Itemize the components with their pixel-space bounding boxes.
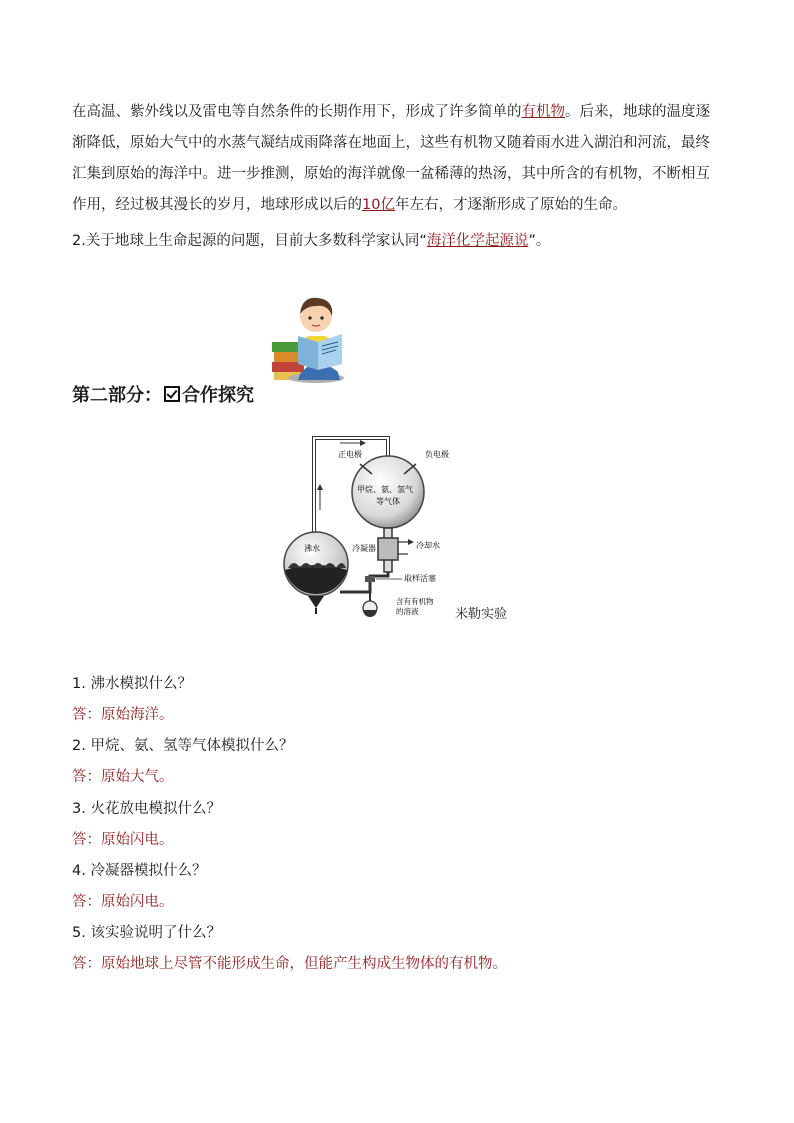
question-2: 2. 甲烷、氨、氢等气体模拟什么？ xyxy=(72,738,294,754)
question-5: 5. 该实验说明了什么？ xyxy=(72,925,221,941)
intro-text-3: 年左右，才逐渐形成了原始的生命。 xyxy=(394,197,627,213)
keyword-organic-matter: 有机物 xyxy=(521,104,565,120)
label-cooling-water: 冷却水 xyxy=(416,541,440,550)
point-2 xyxy=(72,229,550,250)
answer-5: 答：原始地球上尽管不能形成生命，但能产生构成生物体的有机物。 xyxy=(72,956,507,972)
answer-2: 答：原始大气。 xyxy=(72,769,174,785)
label-solution-line1: 含有有机物 xyxy=(396,597,434,606)
label-positive-electrode: 正电极 xyxy=(338,450,362,459)
keyword-ocean-theory: 海洋化学起源说 xyxy=(426,233,529,249)
reading-child-illustration xyxy=(270,292,354,384)
section-heading xyxy=(72,381,254,407)
section-title: 合作探究 xyxy=(182,385,254,406)
section-prefix: 第二部分： xyxy=(72,385,162,406)
figure-caption: 米勒实验 xyxy=(455,607,508,622)
question-1: 1. 沸水模拟什么？ xyxy=(72,676,192,692)
intro-text-2: 。后来，地球的温度逐渐降低，原始大气中的水蒸气凝结成雨降落在地面上，这些有机物又随着雨水进入湖泊和河流，最终汇集到原始的海洋中。进一步推测，原始的海洋就像一盆稀薄的热汤，其中所含的有机物，不断相互作用，经过极其漫长的岁月，地球形成以后的 xyxy=(72,104,710,213)
intro-text-1: 在高温、紫外线以及雷电等自然条件的长期作用下，形成了许多简单的 xyxy=(72,104,522,120)
question-4: 4. 冷凝器模拟什么？ xyxy=(72,863,207,879)
label-sampling-valve: 取样活塞 xyxy=(404,574,436,583)
checkbox-icon xyxy=(164,386,180,402)
label-gas-line2: 等气体 xyxy=(376,497,400,506)
question-3: 3. 火花放电模拟什么？ xyxy=(72,801,221,817)
keyword-billion-years: 10亿 xyxy=(362,197,395,213)
point-2-end: ”。 xyxy=(528,233,551,249)
label-condenser: 冷凝器 xyxy=(352,544,376,553)
answer-3: 答：原始闪电。 xyxy=(72,832,174,848)
label-gas-line1: 甲烷、氨、氢气 xyxy=(357,485,413,494)
label-negative-electrode: 负电极 xyxy=(425,450,449,459)
point-2-text: 2.关于地球上生命起源的问题，目前大多数科学家认同“ xyxy=(72,233,427,249)
intro-paragraph xyxy=(72,97,722,221)
answer-4: 答：原始闪电。 xyxy=(72,894,174,910)
label-boiling-water: 沸水 xyxy=(304,544,320,553)
label-solution-line2: 的溶液 xyxy=(396,607,419,616)
miller-experiment-diagram xyxy=(280,430,470,620)
answer-1: 答：原始海洋。 xyxy=(72,707,174,723)
